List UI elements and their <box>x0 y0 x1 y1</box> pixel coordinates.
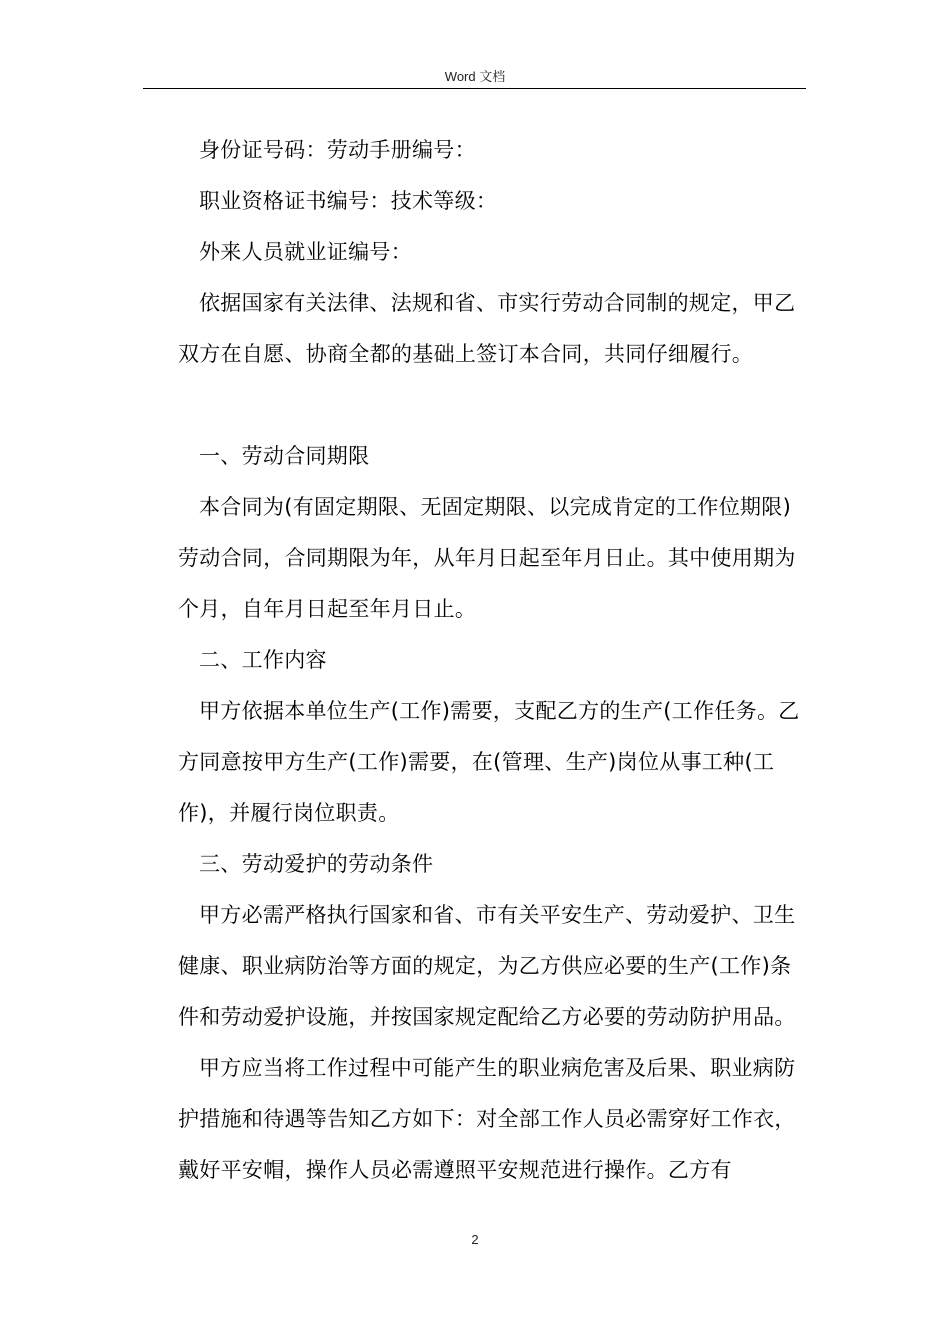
section-heading-work-content: 二、工作内容 <box>199 648 327 672</box>
paragraph-work-content: 甲方依据本单位生产(工作)需要，支配乙方的生产(工作任务。乙方同意按甲方生产(工作)需要，在(管理、生产)岗位从事工种(工作)，并履行岗位职责。 <box>178 699 800 825</box>
paragraph-id-number: 身份证号码：劳动手册编号： <box>199 138 476 162</box>
paragraph-migrant-permit: 外来人员就业证编号： <box>199 240 412 264</box>
page-number: 2 <box>471 1232 479 1247</box>
page-header: Word 文档 <box>444 69 506 84</box>
header-divider <box>143 88 806 89</box>
paragraph-preamble: 依据国家有关法律、法规和省、市实行劳动合同制的规定，甲乙双方在自愿、协商全都的基础上签订本合同，共同仔细履行。 <box>178 291 796 366</box>
section-heading-labor-protection: 三、劳动爱护的劳动条件 <box>199 852 434 876</box>
paragraph-labor-protection: 甲方必需严格执行国家和省、市有关平安生产、劳动爱护、卫生健康、职业病防治等方面的规定，为乙方供应必要的生产(工作)条件和劳动爱护设施，并按国家规定配给乙方必要的劳动防护用品。 <box>178 903 796 1029</box>
paragraph-occupational-hazards: 甲方应当将工作过程中可能产生的职业病危害及后果、职业病防护措施和待遇等告知乙方如下：对全部工作人员必需穿好工作衣，戴好平安帽，操作人员必需遵照平安规范进行操作。乙方有 <box>178 1056 796 1182</box>
paragraph-contract-term: 本合同为(有固定期限、无固定期限、以完成肯定的工作位期限)劳动合同，合同期限为年，从年月日起至年月日止。其中使用期为个月，自年月日起至年月日止。 <box>178 495 796 621</box>
document-body <box>178 125 806 1196</box>
section-heading-contract-term: 一、劳动合同期限 <box>199 444 370 468</box>
blank-line <box>178 380 806 431</box>
paragraph-certificate-number: 职业资格证书编号：技术等级： <box>199 189 498 213</box>
